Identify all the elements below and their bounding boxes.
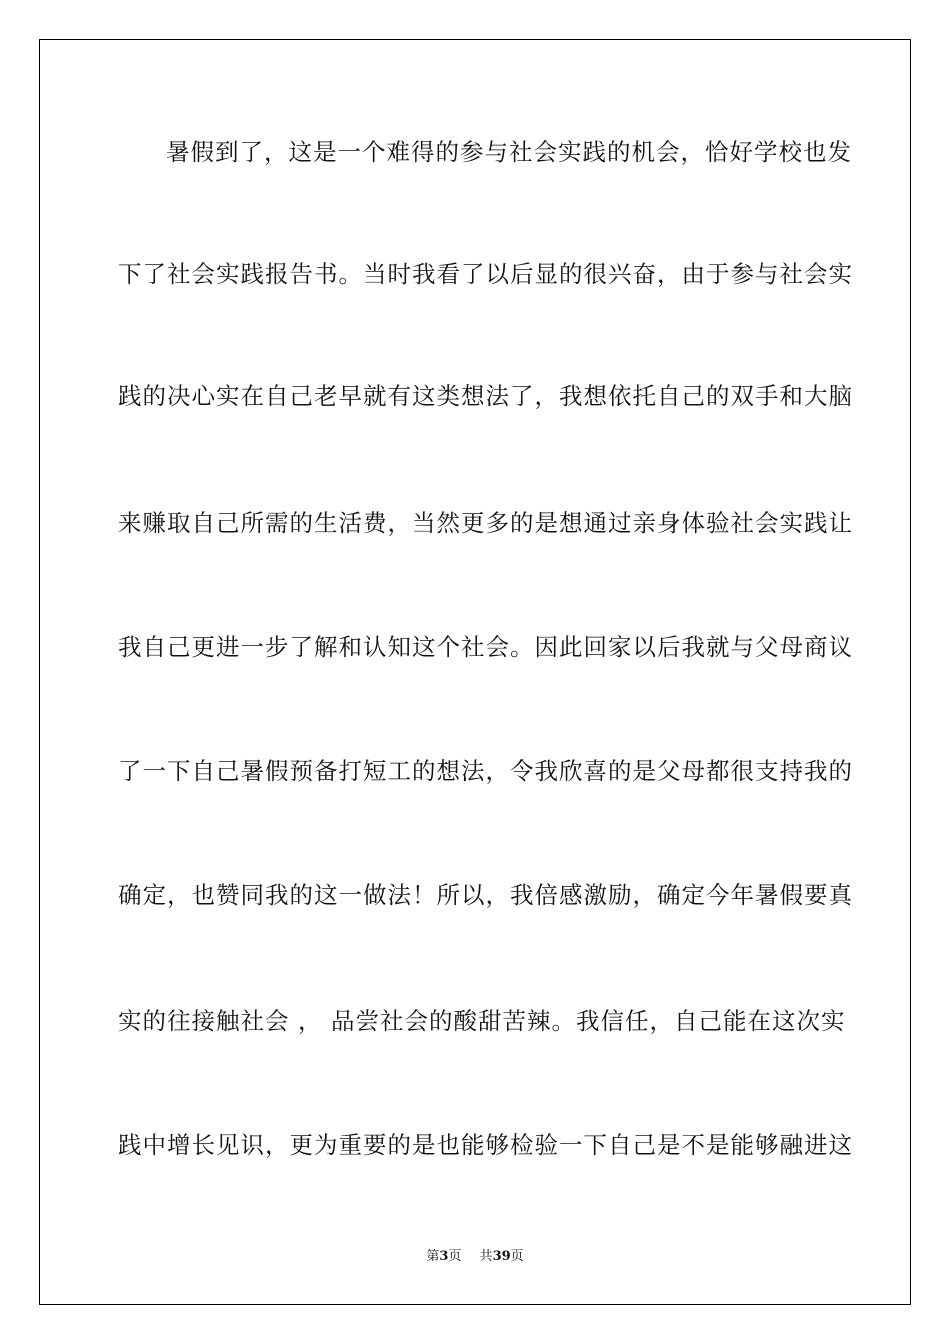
text-line-7: 确定，也赞同我的这一做法！所以，我倍感激励，确定今年暑假要真 [118, 881, 853, 909]
text-line-5: 我自己更进一步了解和认知这个社会。因此回家以后我就与父母商议 [118, 633, 853, 661]
page-indicator: 第3页 [426, 1249, 462, 1264]
page-footer [0, 1245, 950, 1264]
text-line-2: 下了社会实践报告书。当时我看了以后显的很兴奋，由于参与社会实 [118, 260, 853, 288]
total-page-count: 39 [492, 1249, 511, 1264]
text-line-6: 了一下自己暑假预备打短工的想法，令我欣喜的是父母都很支持我的 [118, 757, 853, 785]
page-border [39, 39, 911, 1305]
text-line-8: 实的往接触社会 ， 品尝社会的酸甜苦辣。我信任，自己能在这次实 [118, 1007, 846, 1035]
page-number: 3 [439, 1249, 449, 1264]
text-line-1: 暑假到了，这是一个难得的参与社会实践的机会，恰好学校也发 [166, 138, 852, 166]
total-pages: 共39页 [479, 1249, 524, 1264]
text-line-9: 践中增长见识，更为重要的是也能够检验一下自己是不是能够融进这 [118, 1131, 853, 1159]
text-line-3: 践的决心实在自己老早就有这类想法了，我想依托自己的双手和大脑 [118, 382, 853, 410]
text-line-4: 来赚取自己所需的生活费，当然更多的是想通过亲身体验社会实践让 [118, 509, 853, 537]
